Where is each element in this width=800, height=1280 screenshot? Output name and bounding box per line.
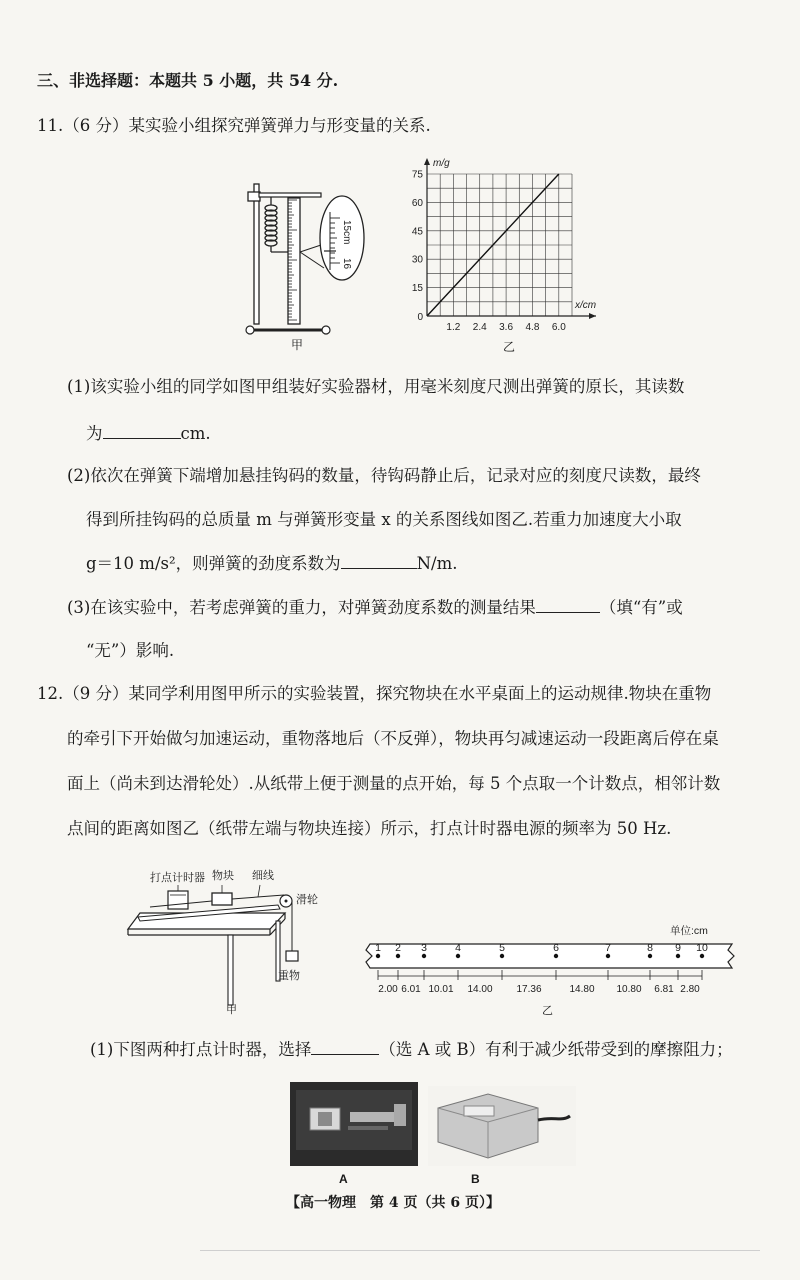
mass-extension-chart: [405, 152, 605, 352]
weight-label: 重物: [278, 970, 300, 982]
tape-point-label: 2: [395, 942, 401, 954]
tape-fig-label: 乙: [542, 1005, 553, 1015]
q11-p2-line1: (2)依次在弹簧下端增加悬挂钩码的数量，待钩码静止后，记录对应的刻度尺读数，最终: [67, 466, 701, 485]
tape-point-label: 8: [647, 942, 653, 954]
tape-point-label: 6: [553, 942, 559, 954]
chart-x-axis-label: x/cm: [575, 300, 597, 311]
q12-line2: 的牵引下开始做匀加速运动，重物落地后（不反弹），物块再匀减速运动一段距离后停在桌: [67, 729, 719, 748]
q11-p2-line2: 得到所挂钩码的总质量 m 与弹簧形变量 x 的关系图线如图乙.若重力加速度大小取: [86, 510, 682, 529]
q11-p3-answer-blank[interactable]: [536, 612, 600, 613]
chart-y-tick-label: 60: [411, 197, 423, 209]
q11-p3-prefix: (3)在该实验中，若考虑弹簧的重力，对弹簧劲度系数的测量结果: [67, 598, 536, 617]
tape-dot: [648, 954, 652, 958]
timer-photo-b: [428, 1086, 576, 1166]
q11-p2-prefix: g＝10 m/s²，则弹簧的劲度系数为: [86, 554, 341, 573]
q11-p3-line2: “无”）影响.: [86, 641, 175, 660]
tape-point-label: 10: [696, 942, 708, 954]
spring-apparatus-figure: [240, 178, 370, 348]
tape-dot: [376, 954, 380, 958]
bottom-divider: [200, 1250, 760, 1251]
tape-dot: [500, 954, 504, 958]
q11-p2-answer-blank[interactable]: [341, 568, 417, 569]
tape-dot: [554, 954, 558, 958]
string-label: 细线: [252, 870, 274, 882]
tape-dot: [422, 954, 426, 958]
tape-point-label: 9: [675, 942, 681, 954]
tape-point-label: 5: [499, 942, 505, 954]
chart-y-axis-label: m/g: [433, 158, 450, 169]
q12-line4: 点间的距离如图乙（纸带左端与物块连接）所示，打点计时器电源的频率为 50 Hz.: [67, 819, 672, 838]
tape-distance-label: 6.01: [401, 984, 421, 995]
chart-x-tick-label: 2.4: [472, 322, 487, 333]
tape-distance-label: 17.36: [516, 984, 542, 995]
apparatus-fig-label: 甲: [226, 1004, 237, 1015]
q12-p1-suffix: （选 A 或 B）有利于减少纸带受到的摩擦阻力；: [379, 1040, 733, 1059]
q11-p1-line1: (1)该实验小组的同学如图甲组装好实验器材，用毫米刻度尺测出弹簧的原长，其读数: [67, 377, 685, 396]
fig-jia-label: 甲: [291, 338, 304, 352]
chart-origin-label: 0: [417, 312, 423, 323]
q11-p1-unit: cm.: [180, 424, 211, 443]
timer-label: 打点计时器: [150, 872, 205, 884]
q12-line3: 面上（尚未到达滑轮处）.从纸带上便于测量的点开始，每 5 个点取一个计数点，相邻计数: [67, 774, 721, 793]
tape-point-label: 3: [421, 942, 427, 954]
timer-photo-a: [290, 1082, 420, 1166]
page-footer: 【高一物理 第 4 页（共 6 页）】: [286, 1195, 500, 1211]
tape-distance-label: 2.80: [680, 984, 700, 995]
photo-a-label: A: [339, 1172, 348, 1186]
q12-p1-prefix: (1)下图两种打点计时器，选择: [90, 1040, 312, 1059]
q12-line1: 12.（9 分）某同学利用图甲所示的实验装置，探究物块在水平桌面上的运动规律.物块在重物: [37, 684, 712, 703]
chart-x-tick-label: 3.6: [499, 322, 514, 333]
chart-x-tick-label: 1.2: [446, 322, 461, 333]
q11-p1-answer-blank[interactable]: [103, 438, 181, 439]
pulley-label: 滑轮: [296, 894, 318, 906]
tape-distance-label: 2.00: [378, 984, 398, 995]
q12-p1-answer-blank[interactable]: [311, 1054, 379, 1055]
tape-distance-label: 6.81: [654, 984, 674, 995]
chart-x-tick-label: 6.0: [551, 322, 566, 333]
chart-y-tick-label: 15: [411, 283, 423, 295]
tape-dot: [456, 954, 460, 958]
chart-y-tick-label: 45: [411, 226, 423, 238]
fig-yi-label: 乙: [503, 340, 516, 354]
tape-unit: 单位:cm: [670, 925, 708, 937]
tape-dot: [396, 954, 400, 958]
q11-p1-prefix: 为: [86, 424, 103, 443]
chart-y-axis-arrow: [424, 158, 430, 165]
chart-x-axis-arrow: [589, 313, 596, 319]
tape-point-label: 4: [455, 942, 461, 954]
chart-x-tick-label: 4.8: [525, 322, 540, 333]
tape-dot: [676, 954, 680, 958]
tape-point-label: 1: [375, 942, 381, 954]
photo-b-label: B: [471, 1172, 480, 1186]
cart-apparatus-figure: [120, 855, 320, 1015]
tape-point-label: 7: [605, 942, 611, 954]
chart-y-tick-label: 30: [411, 254, 423, 266]
q11-p3-suffix: （填“有”或: [599, 598, 683, 617]
tape-distance-label: 10.01: [428, 984, 454, 995]
block-label: 物块: [212, 870, 234, 882]
ruler-label-16: 16: [341, 258, 352, 270]
tape-distance-label: 14.00: [467, 984, 493, 995]
tape-distance-label: 10.80: [616, 984, 642, 995]
tape-distance-label: 14.80: [569, 984, 595, 995]
tape-dot: [606, 954, 610, 958]
section-title: 三、非选择题：本题共 5 小题，共 54 分.: [37, 71, 339, 90]
paper-tape-figure: [352, 920, 742, 1015]
ruler-label-15cm: 15cm: [341, 220, 352, 245]
tape-dot: [700, 954, 704, 958]
q11-stem: 11.（6 分）某实验小组探究弹簧弹力与形变量的关系.: [37, 116, 431, 135]
chart-y-tick-label: 75: [411, 169, 423, 181]
q11-p2-unit: N/m.: [416, 554, 458, 573]
